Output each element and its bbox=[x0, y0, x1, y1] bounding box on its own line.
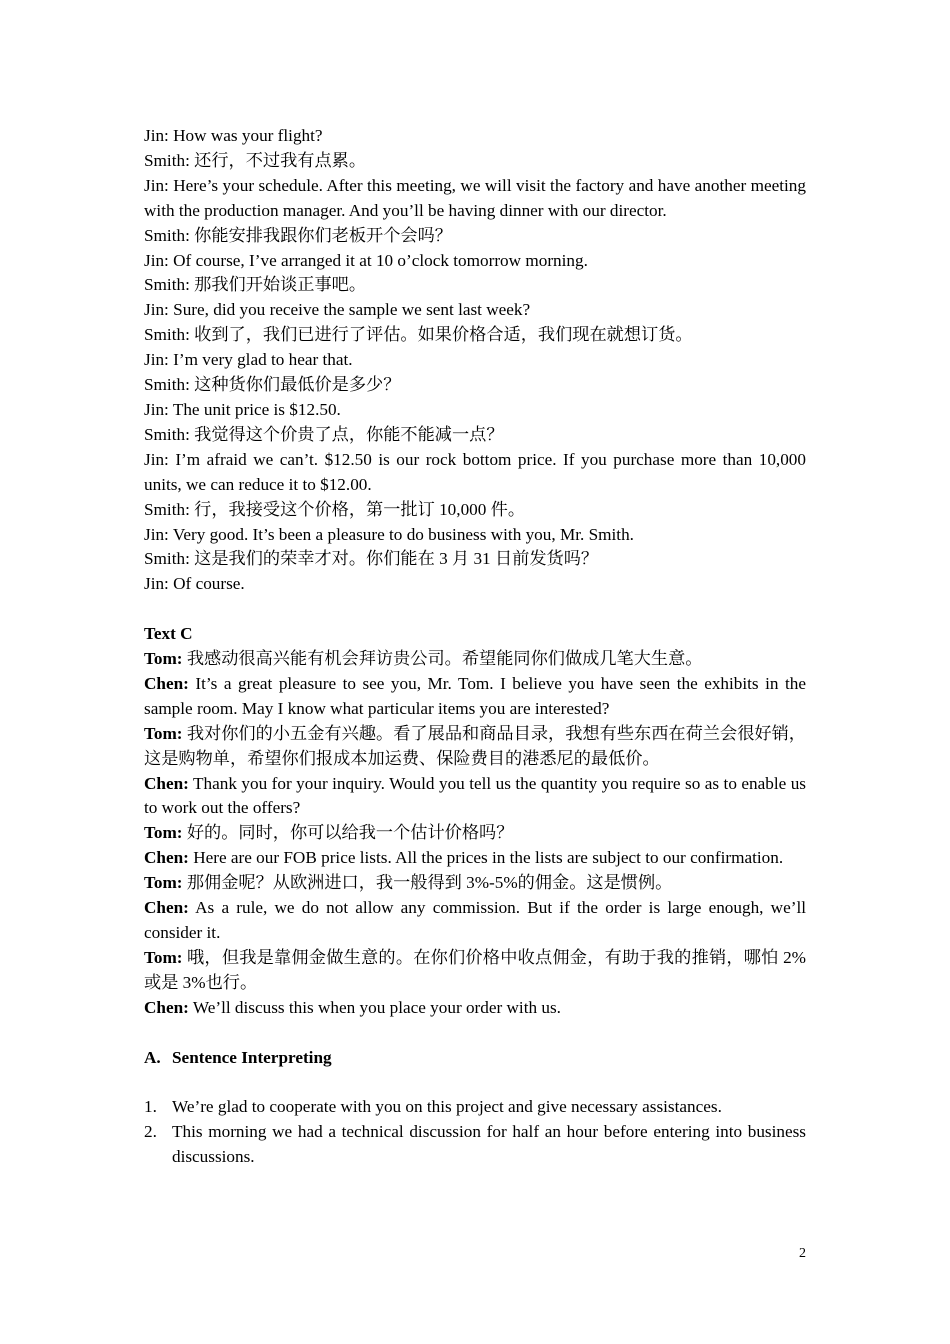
dialogue-line bbox=[144, 448, 806, 498]
sentence-list bbox=[144, 1095, 806, 1170]
text-c-heading: Text C bbox=[144, 624, 193, 644]
dialogue-text: How was your flight? bbox=[168, 126, 323, 145]
dialogue-text: It’s a great pleasure to see you, Mr. Tom. I believe you have seen the exhibits in the sample room. May I know what particular items you are interested? bbox=[144, 673, 806, 718]
dialogue-line bbox=[144, 423, 806, 448]
speaker-label: Jin: bbox=[144, 574, 169, 594]
dialogue-line bbox=[144, 846, 806, 871]
dialogue-1 bbox=[144, 124, 806, 597]
dialogue-text: 好的。同时，你可以给我一个估计价格吗？ bbox=[182, 823, 514, 843]
section-a bbox=[144, 1046, 806, 1171]
dialogue-text: 我对你们的小五金有兴趣。看了展品和商品目录，我想有些东西在荷兰会很好销，这是购物单，希望你们报成本加运费、保险费目的港悉尼的最低价。 bbox=[144, 723, 806, 768]
speaker-label: Tom: bbox=[144, 723, 183, 743]
dialogue-line bbox=[144, 124, 806, 149]
dialogue-text: 那佣金呢？从欧洲进口，我一般得到 3%-5%的佣金。这是惯例。 bbox=[182, 873, 673, 893]
dialogue-line bbox=[144, 996, 806, 1021]
dialogue-line bbox=[144, 871, 806, 896]
speaker-label: Chen: bbox=[144, 997, 189, 1017]
item-text: This morning we had a technical discussion for half an hour before entering into business discussions. bbox=[172, 1122, 806, 1167]
dialogue-text: 这种货你们最低价是多少？ bbox=[189, 375, 401, 395]
dialogue-line bbox=[144, 249, 806, 274]
dialogue-line bbox=[144, 323, 806, 348]
speaker-label: Smith: bbox=[144, 325, 190, 345]
section-a-heading bbox=[144, 1046, 806, 1071]
dialogue-text: 收到了，我们已进行了评估。如果价格合适，我们现在就想订货。 bbox=[189, 325, 693, 345]
speaker-label: Jin: bbox=[144, 449, 169, 469]
dialogue-text: 这是我们的荣幸才对。你们能在 3 月 31 日前发货吗？ bbox=[189, 549, 599, 569]
speaker-label: Jin: bbox=[144, 300, 169, 320]
dialogue-text: Of course, I’ve arranged it at 10 o’clock tomorrow morning. bbox=[168, 250, 588, 270]
page-number: 2 bbox=[799, 1246, 806, 1261]
dialogue-text: 你能安排我跟你们老板开个会吗？ bbox=[189, 225, 452, 245]
dialogue-line bbox=[144, 224, 806, 249]
dialogue-text: I’m very glad to hear that. bbox=[168, 350, 353, 370]
speaker-label: Chen: bbox=[144, 848, 189, 868]
dialogue-text: Here are our FOB price lists. All the prices in the lists are subject to our confirmation. bbox=[188, 848, 784, 868]
dialogue-line bbox=[144, 722, 806, 772]
dialogue-text: As a rule, we do not allow any commission. But if the order is large enough, we’ll consider it. bbox=[144, 898, 806, 942]
item-number: 1. bbox=[144, 1097, 157, 1117]
dialogue-text: The unit price is $12.50. bbox=[168, 399, 341, 419]
speaker-label: Smith: bbox=[144, 499, 190, 519]
dialogue-text: 哦，但我是靠佣金做生意的。在你们价格中收点佣金，有助于我的推销，哪怕 2%或是 3%也行。 bbox=[144, 947, 806, 992]
dialogue-text: 那我们开始谈正事吧。 bbox=[189, 275, 367, 295]
speaker-label: Smith: bbox=[144, 375, 190, 395]
dialogue-line bbox=[144, 373, 806, 398]
dialogue-text: Sure, did you receive the sample we sent last week? bbox=[168, 300, 531, 320]
list-item bbox=[144, 1120, 806, 1170]
dialogue-text: 我觉得这个价贵了点，你能不能减一点？ bbox=[189, 424, 504, 444]
speaker-label: Jin: bbox=[144, 126, 169, 145]
dialogue-text: Thank you for your inquiry. Would you tell us the quantity you require so as to enable us to work out the offers? bbox=[144, 773, 806, 818]
speaker-label: Tom: bbox=[144, 873, 183, 893]
dialogue-line bbox=[144, 348, 806, 373]
dialogue-text: I’m afraid we can’t. $12.50 is our rock bottom price. If you purchase more than 10,000 units, we can reduce it to $12.00. bbox=[144, 449, 806, 494]
speaker-label: Chen: bbox=[144, 673, 189, 693]
section-number: A. bbox=[144, 1047, 161, 1067]
speaker-label: Chen: bbox=[144, 773, 189, 793]
speaker-label: Tom: bbox=[144, 823, 183, 843]
dialogue-line bbox=[144, 547, 806, 572]
text-c-section bbox=[144, 622, 806, 1021]
blank-line bbox=[144, 597, 806, 622]
speaker-label: Tom: bbox=[144, 649, 183, 669]
speaker-label: Smith: bbox=[144, 150, 190, 170]
dialogue-line bbox=[144, 498, 806, 523]
dialogue-line bbox=[144, 946, 806, 996]
item-number: 2. bbox=[144, 1122, 157, 1142]
dialogue-line bbox=[144, 572, 806, 597]
dialogue-line bbox=[144, 398, 806, 423]
dialogue-line bbox=[144, 174, 806, 224]
dialogue-text: 行，我接受这个价格，第一批订 10,000 件。 bbox=[189, 499, 526, 519]
speaker-label: Smith: bbox=[144, 424, 190, 444]
speaker-label: Tom: bbox=[144, 947, 183, 967]
blank-line bbox=[144, 1070, 806, 1095]
dialogue-line bbox=[144, 772, 806, 822]
speaker-label: Chen: bbox=[144, 898, 189, 918]
dialogue-text: Here’s your schedule. After this meeting, we will visit the factory and have another meeting with the production manager. And you’ll be having dinner with our director. bbox=[144, 175, 806, 220]
list-item bbox=[144, 1095, 806, 1120]
dialogue-line bbox=[144, 647, 806, 672]
dialogue-line bbox=[144, 672, 806, 722]
dialogue-text: Very good. It’s been a pleasure to do business with you, Mr. Smith. bbox=[168, 524, 634, 544]
dialogue-text: We’ll discuss this when you place your order with us. bbox=[188, 997, 561, 1017]
item-text: We’re glad to cooperate with you on this project and give necessary assistances. bbox=[172, 1097, 722, 1117]
speaker-label: Smith: bbox=[144, 225, 190, 245]
dialogue-line bbox=[144, 523, 806, 548]
speaker-label: Jin: bbox=[144, 350, 169, 370]
dialogue-line bbox=[144, 298, 806, 323]
dialogue-text: 我感动很高兴能有机会拜访贵公司。希望能同你们做成几笔大生意。 bbox=[182, 649, 703, 669]
speaker-label: Jin: bbox=[144, 250, 169, 270]
dialogue-line bbox=[144, 149, 806, 174]
dialogue-text: Of course. bbox=[168, 574, 245, 594]
page-content bbox=[144, 124, 806, 1170]
speaker-label: Smith: bbox=[144, 549, 190, 569]
speaker-label: Jin: bbox=[144, 399, 169, 419]
dialogue-text: 还行，不过我有点累。 bbox=[189, 150, 367, 170]
dialogue-line bbox=[144, 821, 806, 846]
section-title: Sentence Interpreting bbox=[172, 1047, 332, 1067]
speaker-label: Jin: bbox=[144, 175, 169, 195]
speaker-label: Smith: bbox=[144, 275, 190, 295]
dialogue-line bbox=[144, 273, 806, 298]
dialogue-line bbox=[144, 896, 806, 946]
blank-line bbox=[144, 1021, 806, 1046]
speaker-label: Jin: bbox=[144, 524, 169, 544]
